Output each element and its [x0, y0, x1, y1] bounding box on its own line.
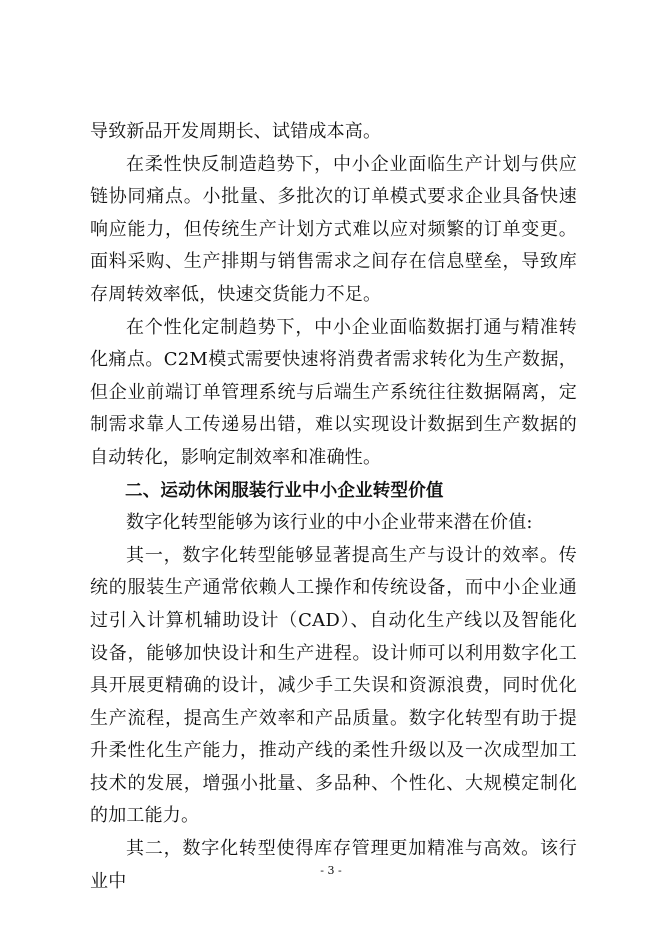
page-number: - 3 -	[320, 864, 342, 877]
paragraph-flexible-manufacturing: 在柔性快反制造趋势下，中小企业面临生产计划与供应链协同痛点。小批量、多批次的订单模式要求企业具备快速响应能力，但传统生产计划方式难以应对频繁的订单变更。面料采购、生产排期与销售需求之间存在信息壁垒，导致库存周转效率低，快速交货能力不足。	[90, 153, 577, 305]
paragraph-intro-value: 数字化转型能够为该行业的中小企业带来潜在价值:	[126, 512, 533, 534]
body-text	[90, 116, 577, 898]
section-heading: 二、运动休闲服装行业中小企业转型价值	[125, 480, 444, 501]
paragraph-value-one: 其一，数字化转型能够显著提高生产与设计的效率。传统的服装生产通常依赖人工操作和传统设备，而中小企业通过引入计算机辅助设计（CAD）、自动化生产线以及智能化设备，能够加快设计和生产进程。设计师可以利用数字化工具开展更精确的设计，减少手工失误和资源浪费，同时优化生产流程，提高生产效率和产品质量。数字化转型有助于提升柔性化生产能力，推动产线的柔性升级以及一次成型加工技术的发展，增强小批量、多品种、个性化、大规模定制化的加工能力。	[90, 544, 577, 827]
paragraph-personalized-customization: 在个性化定制趋势下，中小企业面临数据打通与精准转化痛点。C2M模式需要快速将消费者需求转化为生产数据，但企业前端订单管理系统与后端生产系统往往数据隔离，定制需求靠人工传递易出错，难以实现设计数据到生产数据的自动转化，影响定制效率和准确性。	[90, 316, 577, 468]
paragraph-continuation: 导致新品开发周期长、试错成本高。	[90, 121, 382, 142]
paragraph-value-two: 其二，数字化转型使得库存管理更加精准与高效。该行业中	[90, 838, 577, 892]
